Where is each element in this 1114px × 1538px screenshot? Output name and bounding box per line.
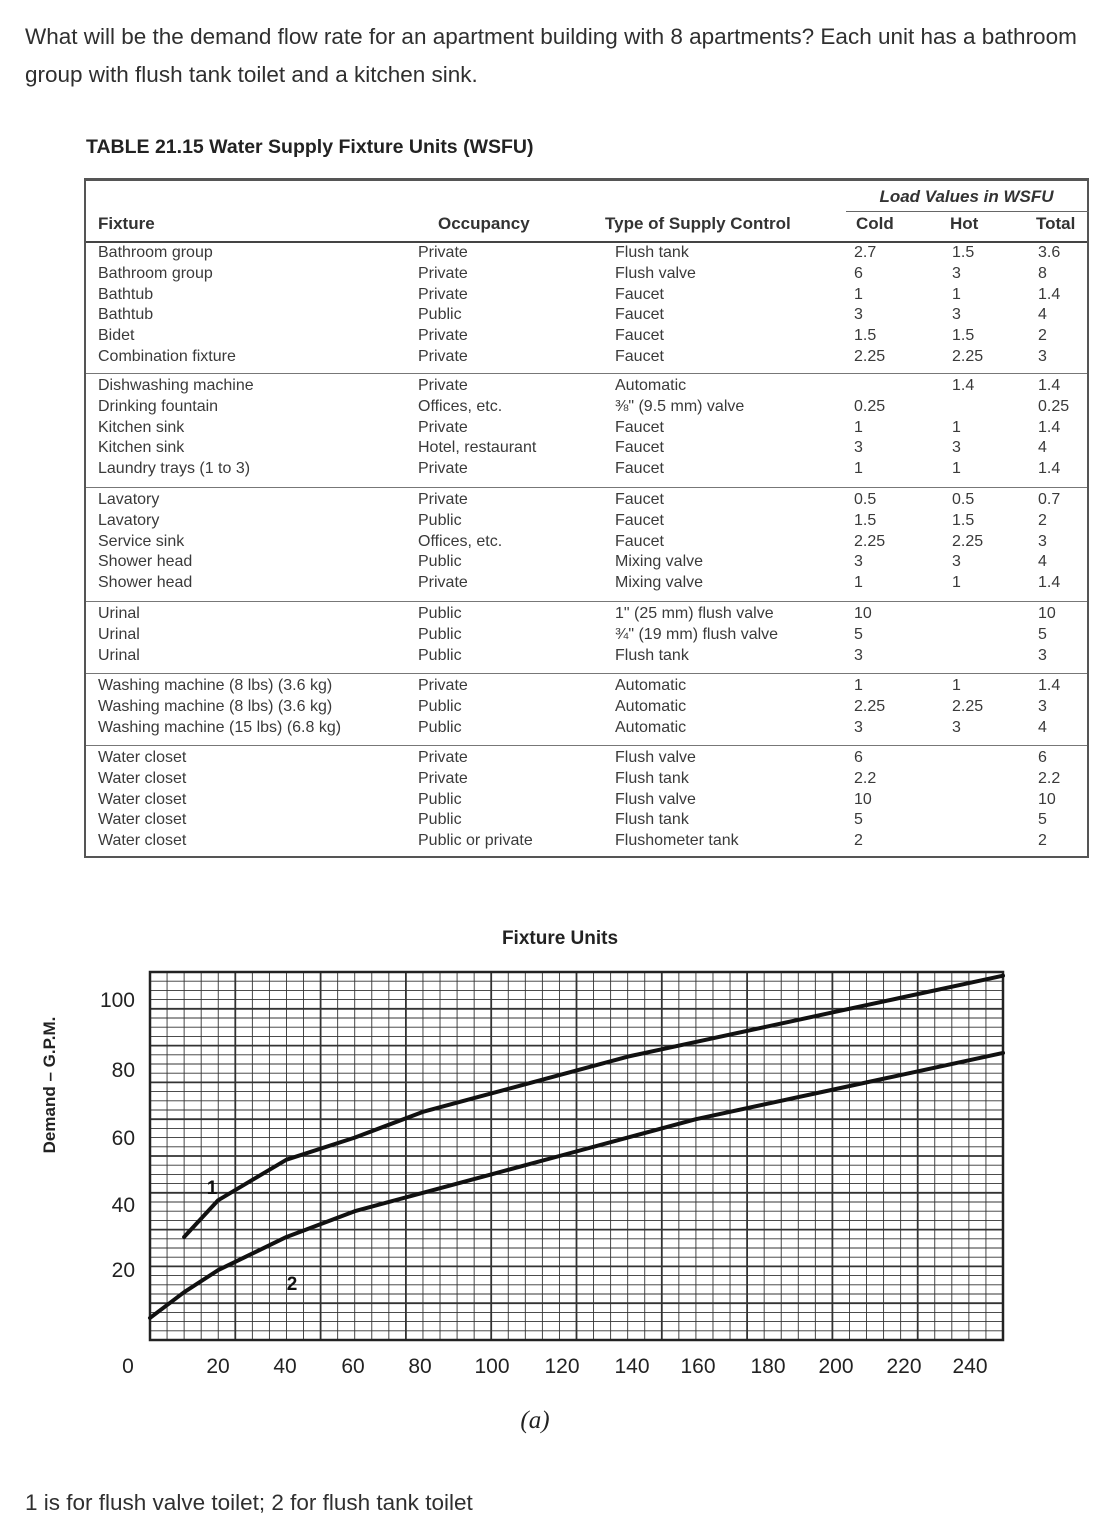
- cell-type: 1" (25 mm) flush valve: [615, 605, 774, 622]
- table-section: [86, 674, 1087, 746]
- cell-total: 3: [1038, 646, 1047, 664]
- cell-total: 4: [1038, 439, 1047, 457]
- cell-occupancy: Private: [418, 244, 468, 261]
- cell-cold: 6: [854, 749, 863, 766]
- cell-hot: 2.25: [952, 532, 984, 550]
- cell-total: 5: [1038, 811, 1047, 829]
- table-row: [86, 418, 1087, 439]
- cell-occupancy: Public: [418, 511, 462, 529]
- table-row: [86, 397, 1087, 418]
- x-tick-label: 100: [474, 1355, 510, 1378]
- cell-total: 1.4: [1038, 285, 1061, 303]
- cell-total: 10: [1038, 790, 1056, 808]
- y-tick-label: 80: [111, 1059, 135, 1082]
- cell-occupancy: Offices, etc.: [418, 532, 503, 550]
- cell-hot: 1: [952, 574, 961, 592]
- cell-occupancy: Private: [418, 749, 468, 766]
- cell-type: Faucet: [615, 532, 664, 550]
- cell-cold: 10: [854, 605, 872, 622]
- cell-cold: 3: [854, 718, 863, 736]
- cell-occupancy: Private: [418, 769, 468, 787]
- cell-occupancy: Public: [418, 697, 462, 715]
- cell-total: 3.6: [1038, 244, 1061, 261]
- table-row: [86, 264, 1087, 285]
- cell-fixture: Kitchen sink: [98, 439, 185, 457]
- cell-occupancy: Private: [418, 418, 468, 436]
- x-tick-label: 40: [273, 1355, 297, 1378]
- cell-occupancy: Private: [418, 347, 468, 365]
- cell-total: 10: [1038, 605, 1056, 622]
- table-section: [86, 602, 1087, 674]
- cell-occupancy: Hotel, restaurant: [418, 439, 537, 457]
- cell-hot: 3: [952, 306, 961, 324]
- header-fixture: Fixture: [98, 214, 155, 233]
- cell-total: 0.7: [1038, 491, 1061, 508]
- cell-cold: 3: [854, 553, 863, 571]
- cell-total: 2: [1038, 511, 1047, 529]
- y-tick-label: 20: [111, 1259, 135, 1282]
- cell-total: 1.4: [1038, 677, 1061, 694]
- cell-occupancy: Offices, etc.: [418, 397, 503, 415]
- cell-type: Flush tank: [615, 646, 689, 664]
- cell-total: 2: [1038, 327, 1047, 345]
- cell-fixture: Shower head: [98, 553, 193, 571]
- cell-type: Flush valve: [615, 790, 696, 808]
- cell-total: 1.4: [1038, 418, 1061, 436]
- cell-fixture: Lavatory: [98, 511, 160, 529]
- cell-type: Automatic: [615, 677, 687, 694]
- cell-fixture: Bathroom group: [98, 264, 213, 282]
- table-row: [86, 625, 1087, 646]
- cell-occupancy: Private: [418, 677, 468, 694]
- cell-type: Mixing valve: [615, 553, 704, 571]
- cell-occupancy: Private: [418, 264, 468, 282]
- cell-occupancy: Private: [418, 574, 468, 592]
- cell-occupancy: Public: [418, 605, 462, 622]
- cell-type: Faucet: [615, 511, 664, 529]
- cell-hot: 1.4: [952, 377, 975, 394]
- cell-fixture: Water closet: [98, 790, 187, 808]
- cell-type: Automatic: [615, 718, 687, 736]
- table-row: [86, 769, 1087, 790]
- cell-fixture: Washing machine (15 lbs) (6.8 kg): [98, 718, 342, 736]
- cell-total: 4: [1038, 718, 1047, 736]
- cell-total: 3: [1038, 347, 1047, 365]
- cell-hot: 2.25: [952, 697, 984, 715]
- cell-hot: 1: [952, 460, 961, 478]
- cell-fixture: Washing machine (8 lbs) (3.6 kg): [98, 697, 333, 715]
- cell-cold: 2.25: [854, 532, 886, 550]
- cell-cold: 2.2: [854, 769, 877, 787]
- cell-fixture: Lavatory: [98, 491, 160, 508]
- cell-hot: 1.5: [952, 244, 975, 261]
- cell-fixture: Water closet: [98, 749, 187, 766]
- footnote: 1 is for flush valve toilet; 2 for flush tank toilet: [25, 1490, 473, 1515]
- cell-total: 4: [1038, 553, 1047, 571]
- cell-total: 1.4: [1038, 574, 1061, 592]
- cell-fixture: Urinal: [98, 605, 140, 622]
- cell-fixture: Urinal: [98, 646, 140, 664]
- cell-cold: 2.25: [854, 697, 886, 715]
- table-row: [86, 376, 1087, 397]
- cell-cold: 10: [854, 790, 872, 808]
- cell-cold: 0.25: [854, 397, 886, 415]
- header-occupancy: Occupancy: [438, 214, 530, 233]
- cell-total: 8: [1038, 264, 1047, 282]
- table-section: [86, 374, 1087, 488]
- cell-type: Faucet: [615, 285, 664, 303]
- x-tick-label: 20: [206, 1355, 230, 1378]
- chart-caption: (a): [520, 1407, 550, 1434]
- cell-occupancy: Public: [418, 790, 462, 808]
- cell-type: Flush tank: [615, 769, 689, 787]
- cell-type: Flush valve: [615, 749, 696, 766]
- load-values-rule: [846, 211, 1089, 212]
- table-row: [86, 243, 1087, 264]
- cell-type: Flush tank: [615, 811, 689, 829]
- table-section: [86, 488, 1087, 602]
- table-row: [86, 459, 1087, 480]
- cell-hot: 3: [952, 718, 961, 736]
- wsfu-table: [84, 178, 1089, 858]
- cell-total: 0.25: [1038, 397, 1070, 415]
- table-row: [86, 305, 1087, 326]
- table-row: [86, 438, 1087, 459]
- table-section: [86, 746, 1087, 859]
- cell-type: ⅜" (9.5 mm) valve: [615, 397, 745, 415]
- x-tick-label: 160: [680, 1355, 716, 1378]
- cell-hot: 1: [952, 418, 961, 436]
- cell-cold: 3: [854, 439, 863, 457]
- cell-total: 4: [1038, 306, 1047, 324]
- cell-occupancy: Public: [418, 646, 462, 664]
- cell-total: 2: [1038, 832, 1047, 850]
- cell-fixture: Bathtub: [98, 306, 154, 324]
- x-tick-label: 80: [408, 1355, 432, 1378]
- chart-title: Fixture Units: [501, 928, 619, 949]
- cell-cold: 1: [854, 418, 863, 436]
- cell-cold: 2.25: [854, 347, 886, 365]
- x-tick-label: 140: [614, 1355, 650, 1378]
- table-row: [86, 511, 1087, 532]
- cell-fixture: Kitchen sink: [98, 418, 185, 436]
- cell-type: Flush tank: [615, 244, 689, 261]
- table-row: [86, 552, 1087, 573]
- table-row: [86, 490, 1087, 511]
- cell-occupancy: Public: [418, 811, 462, 829]
- x-tick-label: 0: [122, 1355, 134, 1378]
- table-row: [86, 573, 1087, 594]
- cell-fixture: Washing machine (8 lbs) (3.6 kg): [98, 677, 333, 694]
- cell-fixture: Shower head: [98, 574, 193, 592]
- cell-hot: 2.25: [952, 347, 984, 365]
- cell-total: 3: [1038, 697, 1047, 715]
- cell-occupancy: Private: [418, 285, 468, 303]
- cell-cold: 1.5: [854, 327, 877, 345]
- cell-hot: 1.5: [952, 511, 975, 529]
- cell-cold: 6: [854, 264, 863, 282]
- table-row: [86, 697, 1087, 718]
- cell-type: Faucet: [615, 491, 664, 508]
- x-tick-label: 220: [886, 1355, 922, 1378]
- series-label-1: 1: [206, 1178, 218, 1199]
- cell-fixture: Bathroom group: [98, 244, 213, 261]
- cell-fixture: Urinal: [98, 625, 140, 643]
- table-row: [86, 326, 1087, 347]
- cell-total: 6: [1038, 749, 1047, 766]
- cell-total: 1.4: [1038, 460, 1061, 478]
- header-type: Type of Supply Control: [605, 214, 791, 233]
- question-text: What will be the demand flow rate for an apartment building with 8 apartments? Each unit has a bathroom group with flush tank toilet and a kitchen sink.: [25, 24, 1077, 87]
- table-title: TABLE 21.15 Water Supply Fixture Units (WSFU): [86, 136, 534, 158]
- x-tick-label: 120: [544, 1355, 580, 1378]
- x-tick-label: 240: [952, 1355, 988, 1378]
- cell-cold: 2.7: [854, 244, 877, 261]
- cell-fixture: Water closet: [98, 811, 187, 829]
- table-row: [86, 790, 1087, 811]
- cell-type: Faucet: [615, 347, 664, 365]
- cell-fixture: Dishwashing machine: [98, 377, 254, 394]
- cell-occupancy: Public or private: [418, 832, 533, 850]
- y-tick-label: 40: [111, 1194, 135, 1217]
- table-row: [86, 718, 1087, 739]
- chart-ylabel: Demand – G.P.M.: [40, 1016, 59, 1154]
- cell-cold: 1: [854, 574, 863, 592]
- cell-occupancy: Public: [418, 306, 462, 324]
- x-tick-label: 200: [818, 1355, 854, 1378]
- cell-fixture: Service sink: [98, 532, 185, 550]
- cell-total: 1.4: [1038, 377, 1061, 394]
- cell-type: Flushometer tank: [615, 832, 739, 850]
- table-header: [86, 181, 1087, 243]
- cell-fixture: Laundry trays (1 to 3): [98, 460, 251, 478]
- cell-type: Flush valve: [615, 264, 696, 282]
- cell-occupancy: Private: [418, 377, 468, 394]
- cell-cold: 2: [854, 832, 863, 850]
- cell-type: ¾" (19 mm) flush valve: [615, 625, 779, 643]
- cell-cold: 0.5: [854, 491, 877, 508]
- cell-type: Automatic: [615, 697, 687, 715]
- cell-occupancy: Public: [418, 718, 462, 736]
- cell-fixture: Drinking fountain: [98, 397, 219, 415]
- cell-type: Faucet: [615, 439, 664, 457]
- cell-hot: 1: [952, 677, 961, 694]
- cell-type: Mixing valve: [615, 574, 704, 592]
- cell-occupancy: Public: [418, 553, 462, 571]
- header-hot: Hot: [950, 214, 979, 233]
- cell-cold: 3: [854, 646, 863, 664]
- table-section: [86, 241, 1087, 374]
- cell-hot: 3: [952, 264, 961, 282]
- table-row: [86, 831, 1087, 852]
- cell-hot: 1: [952, 285, 961, 303]
- cell-cold: 1: [854, 285, 863, 303]
- cell-cold: 3: [854, 306, 863, 324]
- cell-hot: 1.5: [952, 327, 975, 345]
- cell-type: Faucet: [615, 327, 664, 345]
- cell-cold: 5: [854, 811, 863, 829]
- cell-type: Faucet: [615, 306, 664, 324]
- demand-chart: [0, 900, 1114, 1460]
- table-row: [86, 604, 1087, 625]
- cell-cold: 1: [854, 677, 863, 694]
- table-row: [86, 646, 1087, 667]
- cell-fixture: Water closet: [98, 769, 187, 787]
- cell-hot: 3: [952, 439, 961, 457]
- cell-type: Faucet: [615, 418, 664, 436]
- cell-occupancy: Public: [418, 625, 462, 643]
- demand-chart-svg: [0, 900, 1114, 1460]
- cell-type: Automatic: [615, 377, 687, 394]
- cell-fixture: Bathtub: [98, 285, 154, 303]
- cell-fixture: Combination fixture: [98, 347, 236, 365]
- cell-cold: 1.5: [854, 511, 877, 529]
- y-tick-label: 60: [111, 1127, 135, 1150]
- cell-total: 3: [1038, 532, 1047, 550]
- cell-total: 2.2: [1038, 769, 1061, 787]
- table-row: [86, 810, 1087, 831]
- load-values-title: Load Values in WSFU: [879, 187, 1054, 206]
- cell-cold: 1: [854, 460, 863, 478]
- table-row: [86, 676, 1087, 697]
- header-cold: Cold: [856, 214, 894, 233]
- table-row: [86, 748, 1087, 769]
- cell-occupancy: Private: [418, 460, 468, 478]
- series-label-2: 2: [286, 1274, 298, 1295]
- header-total: Total: [1036, 214, 1076, 233]
- table-row: [86, 347, 1087, 368]
- x-tick-label: 60: [341, 1355, 365, 1378]
- cell-occupancy: Private: [418, 491, 468, 508]
- y-tick-label: 100: [99, 989, 135, 1012]
- cell-type: Faucet: [615, 460, 664, 478]
- table-row: [86, 532, 1087, 553]
- cell-hot: 0.5: [952, 491, 975, 508]
- cell-hot: 3: [952, 553, 961, 571]
- table-row: [86, 285, 1087, 306]
- x-tick-label: 180: [750, 1355, 786, 1378]
- cell-occupancy: Private: [418, 327, 468, 345]
- cell-fixture: Bidet: [98, 327, 135, 345]
- cell-cold: 5: [854, 625, 863, 643]
- cell-total: 5: [1038, 625, 1047, 643]
- cell-fixture: Water closet: [98, 832, 187, 850]
